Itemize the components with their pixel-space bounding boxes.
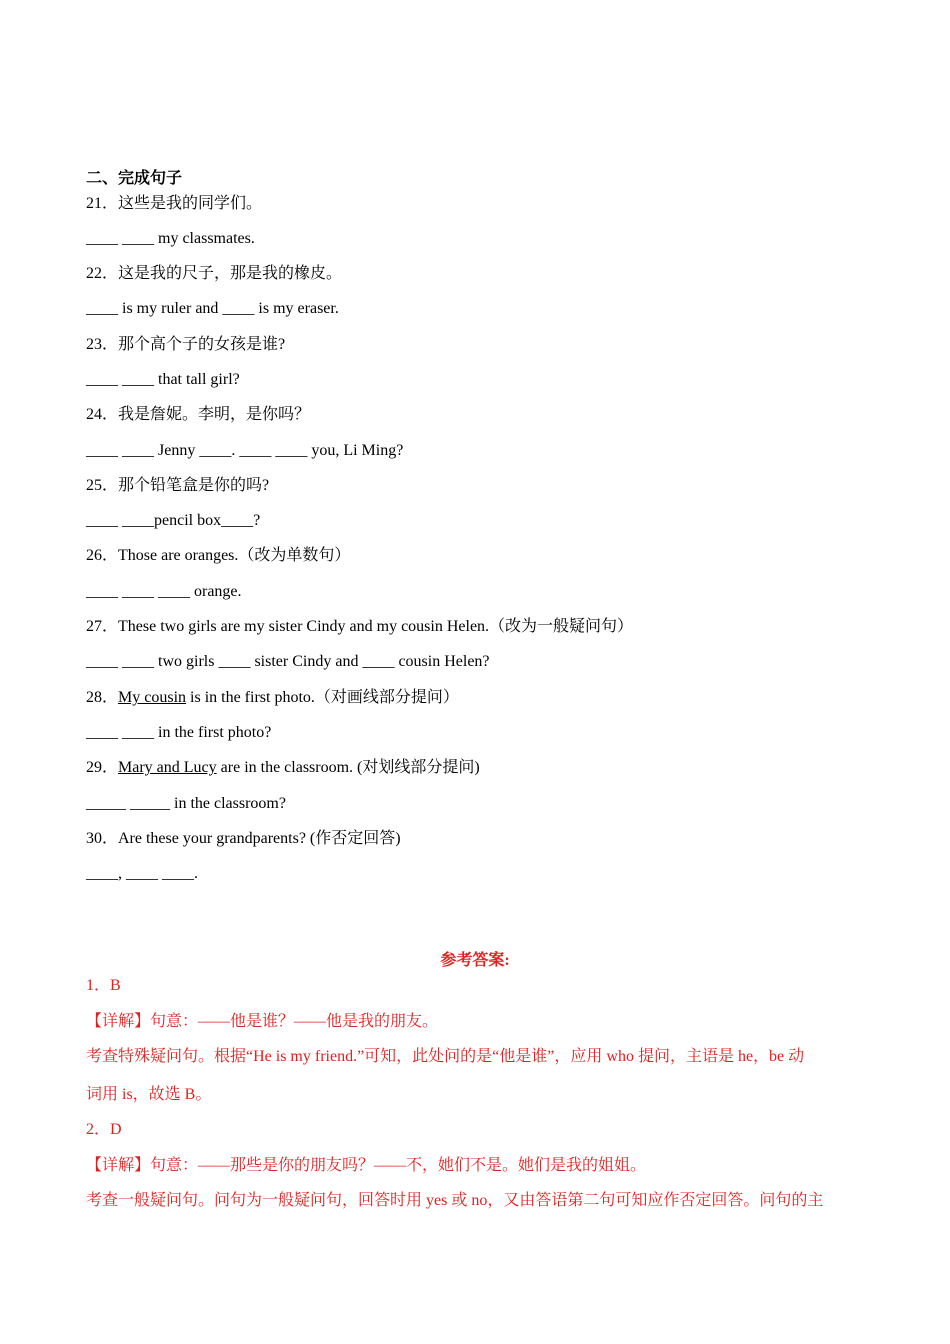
question-26-answer-line: ____ ____ ____ orange. <box>86 583 242 600</box>
question-22-answer-line: ____ is my ruler and ____ is my eraser. <box>86 300 339 317</box>
question-30-prompt: 30．Are these your grandparents? (作否定回答) <box>86 830 401 847</box>
question-28-number: 28． <box>86 689 119 706</box>
answers-title: 参考答案: <box>440 952 510 969</box>
answer-1-detail: 【详解】句意：——他是谁？——他是我的朋友。 <box>86 1013 439 1030</box>
question-30-answer-line: ____, ____ ____. <box>86 865 198 882</box>
question-25-prompt: 25．那个铅笔盒是你的吗? <box>86 477 270 494</box>
answer-2-explanation-line-1: 考查一般疑问句。问句为一般疑问句，回答时用 yes 或 no，又由答语第二句可知应作否定回答。问句的主 <box>86 1192 824 1209</box>
answer-1-explanation-line-1: 考查特殊疑问句。根据“He is my friend.”可知，此处问的是“他是谁”，应用 who 提问，主语是 he，be 动 <box>86 1048 805 1065</box>
answer-2-number: 2．D <box>86 1121 122 1138</box>
question-21-prompt: 21．这些是我的同学们。 <box>86 195 263 212</box>
question-25-answer-line: ____ ____pencil box____? <box>86 512 261 529</box>
question-26-prompt: 26．Those are oranges.（改为单数句） <box>86 547 351 564</box>
question-21-answer-line: ____ ____ my classmates. <box>86 230 255 247</box>
question-29-prompt-rest: are in the classroom. (对划线部分提问) <box>216 759 480 776</box>
question-22-prompt: 22．这是我的尺子，那是我的橡皮。 <box>86 265 343 282</box>
answer-2-detail: 【详解】句意：——那些是你的朋友吗？——不，她们不是。她们是我的姐姐。 <box>86 1157 647 1174</box>
question-29-number: 29． <box>86 759 119 776</box>
question-23-prompt: 23．那个高个子的女孩是谁? <box>86 336 286 353</box>
question-28-prompt <box>86 688 459 708</box>
section-title: 二、完成句子 <box>86 170 183 187</box>
question-24-answer-line: ____ ____ Jenny ____. ____ ____ you, Li Ming? <box>86 442 404 459</box>
question-28-underlined-phrase: My cousin <box>118 689 187 706</box>
question-27-prompt: 27．These two girls are my sister Cindy and my cousin Helen.（改为一般疑问句） <box>86 618 634 635</box>
answer-1-number: 1．B <box>86 977 121 994</box>
question-23-answer-line: ____ ____ that tall girl? <box>86 371 240 388</box>
question-28-prompt-rest: is in the first photo.（对画线部分提问） <box>186 689 459 706</box>
question-24-prompt: 24．我是詹妮。李明，是你吗？ <box>86 406 311 423</box>
question-27-answer-line: ____ ____ two girls ____ sister Cindy and ____ cousin Helen? <box>86 653 490 670</box>
question-29-prompt <box>86 758 480 778</box>
answer-1-explanation-line-2: 词用 is，故选 B。 <box>86 1086 212 1103</box>
question-29-answer-line: _____ _____ in the classroom? <box>86 795 286 812</box>
question-28-answer-line: ____ ____ in the first photo? <box>86 724 272 741</box>
question-29-underlined-phrase: Mary and Lucy <box>118 759 217 776</box>
